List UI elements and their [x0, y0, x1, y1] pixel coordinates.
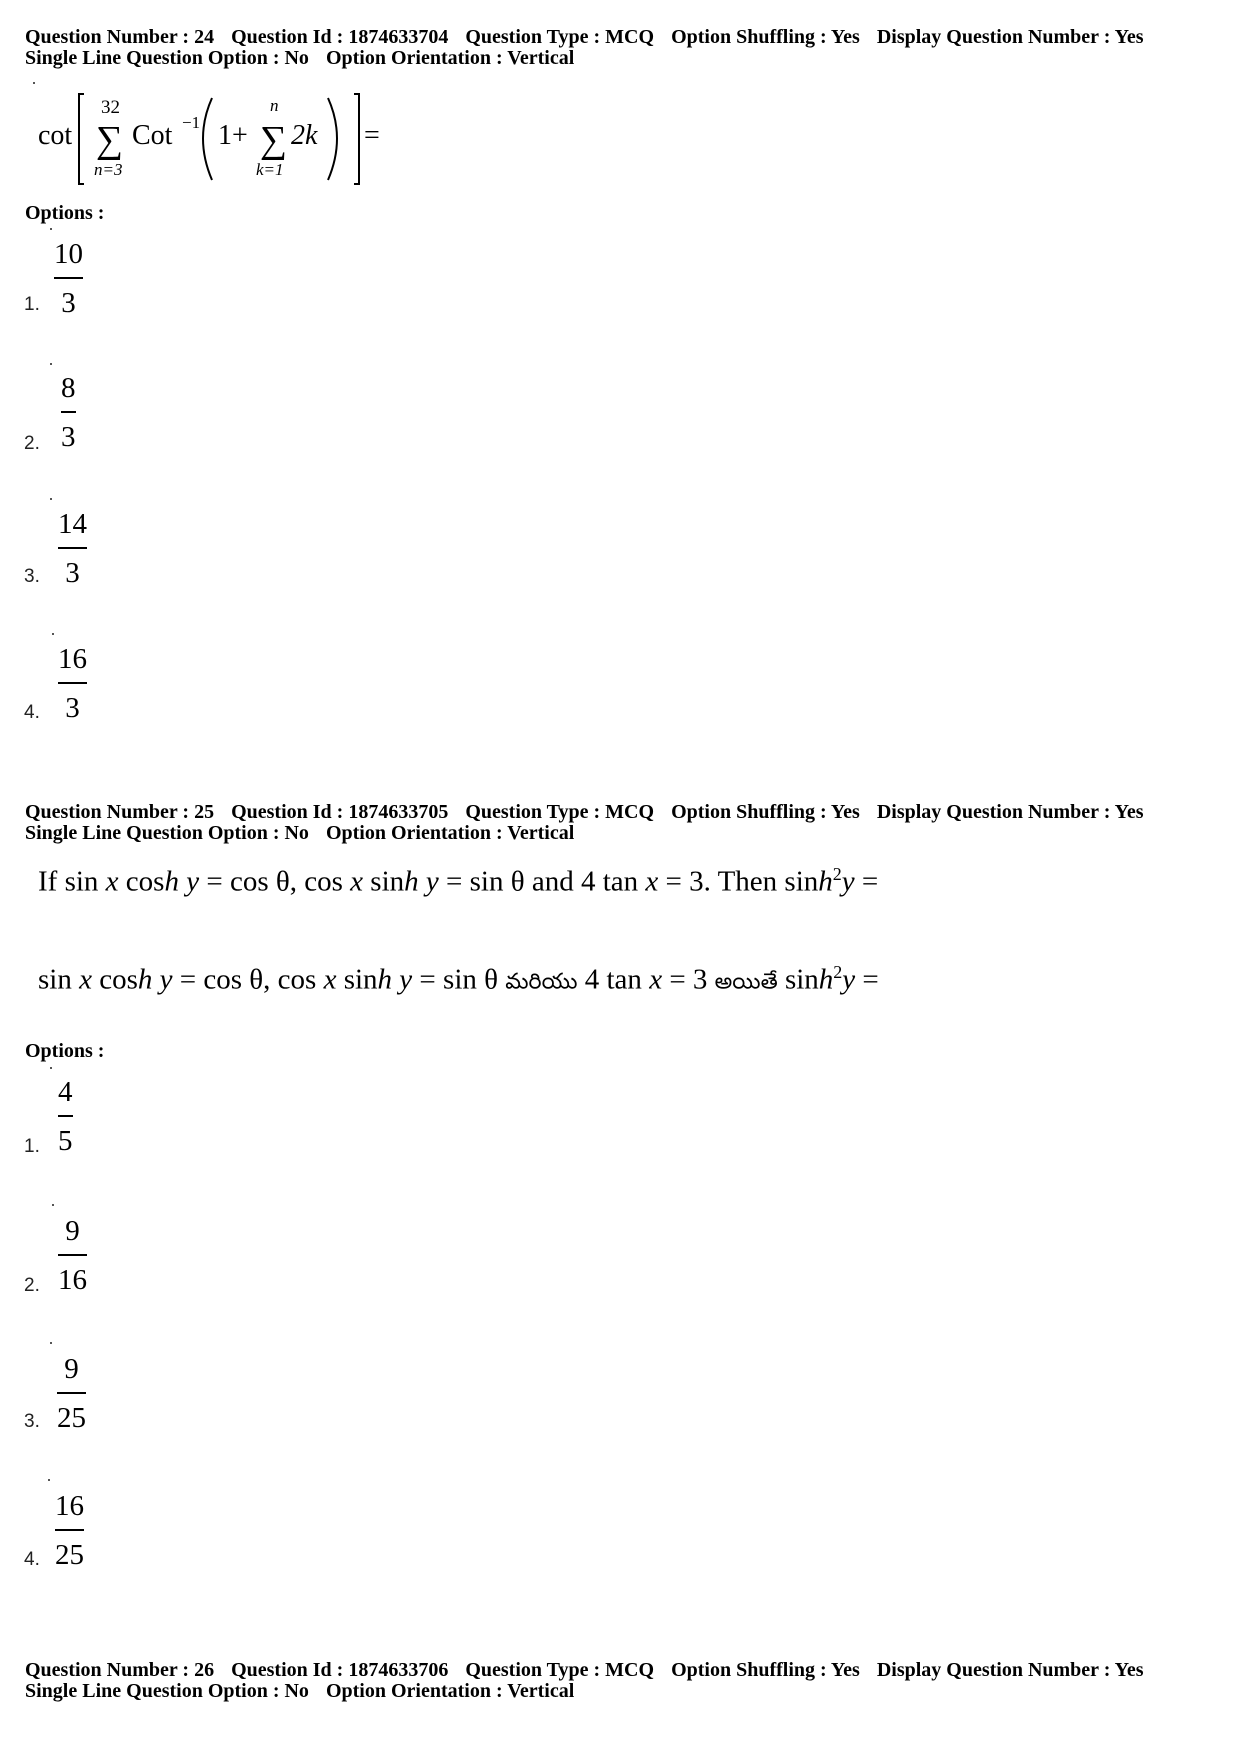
q24-option-4-number: 4.	[24, 702, 40, 723]
numerator: 9	[64, 1353, 79, 1385]
fraction-bar	[58, 682, 87, 684]
q24-cot-inverse: Cot	[132, 120, 173, 151]
right-bracket	[354, 94, 359, 184]
q24-orientation: Option Orientation : Vertical	[325, 47, 575, 69]
q24-sigma: ∑	[96, 119, 124, 161]
denominator: 25	[55, 1538, 84, 1571]
q26-display-question-number: Display Question Number : Yes	[876, 1659, 1144, 1681]
numerator: 8	[61, 372, 76, 404]
q24-options-label: Options :	[25, 202, 105, 224]
fraction-bar	[61, 411, 76, 413]
q25-option-1[interactable]	[58, 1078, 73, 1156]
denominator: 16	[58, 1263, 87, 1296]
numerator: 4	[58, 1076, 73, 1108]
q24-cot-text: cot	[38, 120, 73, 151]
numerator: 9	[65, 1215, 80, 1247]
q24-option-3[interactable]	[58, 510, 87, 588]
stray-dot	[50, 363, 52, 365]
q25-single-line: Single Line Question Option : No	[25, 822, 309, 844]
q25-options-label: Options :	[25, 1040, 105, 1062]
q25-orientation: Option Orientation : Vertical	[325, 822, 575, 844]
q26-single-line: Single Line Question Option : No	[25, 1680, 309, 1702]
q26-meta	[25, 1660, 1156, 1702]
stray-dot	[50, 498, 52, 500]
q24-inner-upper: n	[270, 96, 279, 115]
fraction-bar	[58, 547, 87, 549]
q24-option-3-number: 3.	[24, 566, 40, 587]
stray-dot	[48, 1479, 50, 1481]
stray-dot	[50, 1342, 52, 1344]
fraction-bar	[58, 1115, 73, 1117]
fraction-bar	[57, 1392, 86, 1394]
q24-superscript: −1	[182, 113, 201, 132]
denominator: 3	[61, 420, 76, 453]
q25-option-shuffling: Option Shuffling : Yes	[671, 801, 860, 823]
denominator: 5	[58, 1124, 73, 1157]
q24-display-question-number: Display Question Number : Yes	[876, 26, 1144, 48]
q25-option-2[interactable]	[58, 1217, 87, 1295]
denominator: 3	[61, 286, 76, 319]
right-paren	[328, 98, 337, 180]
q26-question-id: Question Id : 1874633706	[231, 1659, 449, 1681]
q25-question-number: Question Number : 25	[25, 801, 215, 823]
q25-option-2-number: 2.	[24, 1275, 40, 1296]
q24-option-1[interactable]	[54, 240, 83, 318]
q25-display-question-number: Display Question Number : Yes	[876, 801, 1144, 823]
fraction-bar	[58, 1254, 87, 1256]
q24-sum-upper: 32	[101, 97, 120, 118]
q24-option-4[interactable]	[58, 645, 87, 723]
q25-option-4-number: 4.	[24, 1549, 40, 1570]
left-bracket	[79, 94, 84, 184]
q24-single-line: Single Line Question Option : No	[25, 47, 309, 69]
q24-option-1-number: 1.	[24, 294, 40, 315]
q25-option-1-number: 1.	[24, 1136, 40, 1157]
q26-orientation: Option Orientation : Vertical	[325, 1680, 575, 1702]
q25-option-3[interactable]	[57, 1355, 86, 1433]
stray-dot	[52, 633, 54, 635]
q24-question-number: Question Number : 24	[25, 26, 215, 48]
q25-question-english: If sin x cosh y = cos θ, cos x sinh y = sin θ and 4 tan x = 3. Then $\sinh^2y$ =	[38, 864, 879, 898]
q26-question-number: Question Number : 26	[25, 1659, 215, 1681]
stray-dot	[50, 228, 52, 230]
stray-dot	[50, 1067, 52, 1069]
denominator: 25	[57, 1401, 86, 1434]
denominator: 3	[65, 691, 80, 724]
q24-meta	[25, 27, 1156, 69]
q24-question-equation	[36, 88, 396, 188]
q26-option-shuffling: Option Shuffling : Yes	[671, 1659, 860, 1681]
q24-equals: =	[364, 120, 380, 151]
q25-question-id: Question Id : 1874633705	[231, 801, 449, 823]
q24-option-2-number: 2.	[24, 433, 40, 454]
denominator: 3	[65, 556, 80, 589]
q25-option-3-number: 3.	[24, 1411, 40, 1432]
q25-question-type: Question Type : MCQ	[465, 801, 655, 823]
q24-inner-lower: k=1	[256, 160, 284, 179]
numerator: 10	[54, 238, 83, 270]
fraction-bar	[54, 277, 83, 279]
fraction-bar	[55, 1529, 84, 1531]
left-paren	[203, 98, 212, 180]
q25-meta	[25, 802, 1156, 844]
q24-term: 2k	[291, 120, 318, 151]
q24-question-id: Question Id : 1874633704	[231, 26, 449, 48]
q24-option-shuffling: Option Shuffling : Yes	[671, 26, 860, 48]
stray-dot	[33, 82, 35, 84]
q25-option-4[interactable]	[55, 1492, 84, 1570]
q26-question-type: Question Type : MCQ	[465, 1659, 655, 1681]
numerator: 14	[58, 508, 87, 540]
q25-question-telugu: sin x cosh y = cos θ, cos x sinh y = sin θ మరియు 4 tan x = 3 అయితే $\sinh^2y$ =	[38, 962, 879, 996]
q24-inner-sigma: ∑	[260, 119, 288, 161]
q24-question-type: Question Type : MCQ	[465, 26, 655, 48]
q24-option-2[interactable]	[61, 374, 76, 452]
q24-sum-lower: n=3	[94, 160, 123, 179]
numerator: 16	[58, 643, 87, 675]
numerator: 16	[55, 1490, 84, 1522]
stray-dot	[52, 1204, 54, 1206]
q24-one-plus: 1+	[218, 120, 248, 151]
